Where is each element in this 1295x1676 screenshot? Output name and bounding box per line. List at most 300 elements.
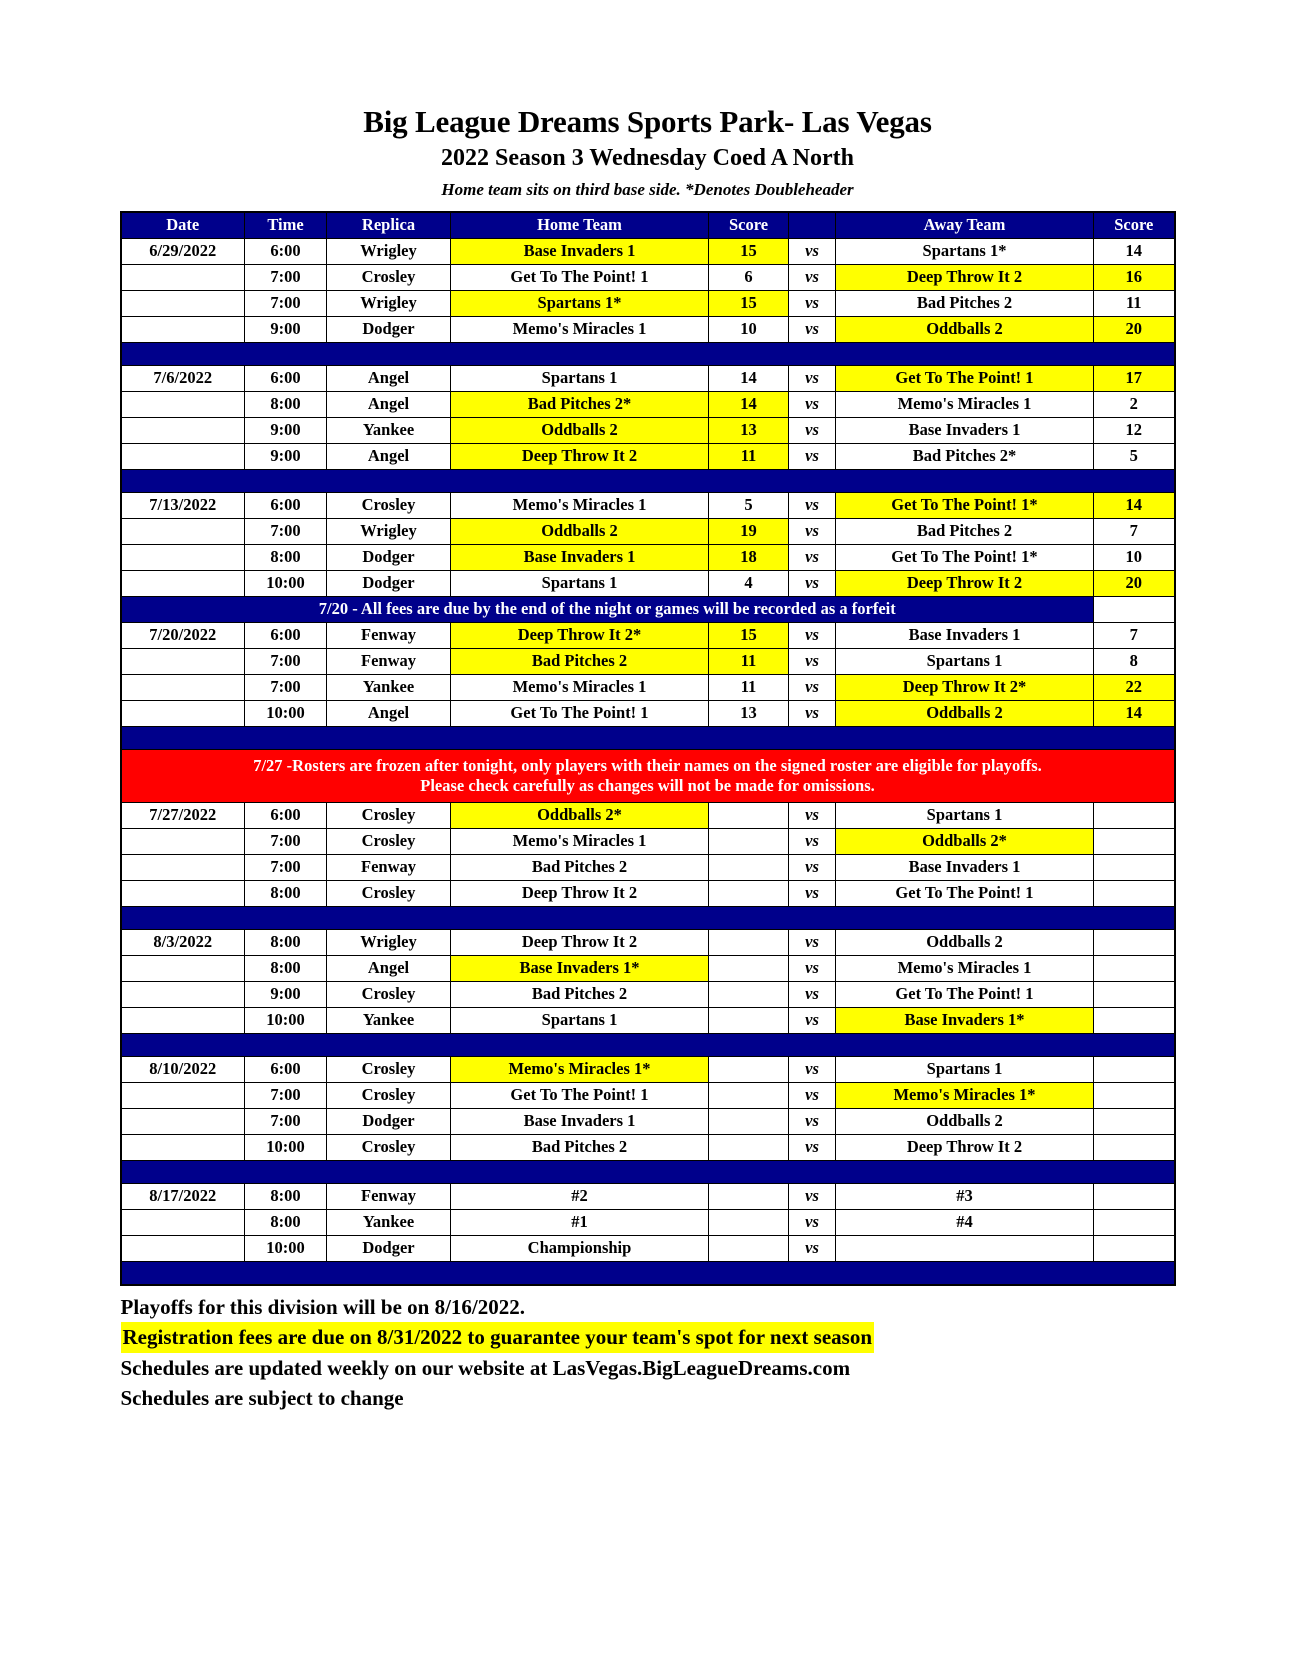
cell-replica: Fenway — [327, 622, 451, 648]
spacer-cell — [1094, 342, 1175, 365]
cell-vs: vs — [789, 544, 836, 570]
cell-time: 7:00 — [245, 264, 327, 290]
cell-home-score: 15 — [709, 238, 789, 264]
cell-vs: vs — [789, 648, 836, 674]
cell-away-team: Get To The Point! 1 — [836, 365, 1094, 391]
spacer-cell — [1094, 906, 1175, 929]
cell-replica: Wrigley — [327, 518, 451, 544]
cell-time: 9:00 — [245, 981, 327, 1007]
spacer-cell — [1094, 1261, 1175, 1285]
cell-vs: vs — [789, 929, 836, 955]
table-row — [121, 648, 1175, 674]
cell-time: 8:00 — [245, 880, 327, 906]
cell-time: 6:00 — [245, 622, 327, 648]
spacer-cell — [245, 1261, 327, 1285]
column-header-vs — [789, 212, 836, 239]
cell-home-team: Championship — [451, 1235, 709, 1261]
cell-time: 7:00 — [245, 518, 327, 544]
cell-home-team: Oddballs 2* — [451, 802, 709, 828]
spacer-cell — [245, 726, 327, 749]
cell-date — [121, 544, 245, 570]
cell-replica: Crosley — [327, 802, 451, 828]
cell-vs: vs — [789, 492, 836, 518]
cell-date — [121, 1134, 245, 1160]
cell-home-team: Memo's Miracles 1 — [451, 674, 709, 700]
cell-away-team: Bad Pitches 2 — [836, 290, 1094, 316]
cell-home-team: Oddballs 2 — [451, 417, 709, 443]
cell-home-team: Deep Throw It 2 — [451, 443, 709, 469]
cell-away-score: 14 — [1094, 238, 1175, 264]
notice-row-rosters — [121, 749, 1175, 802]
cell-date — [121, 955, 245, 981]
spacer-cell — [327, 726, 451, 749]
cell-home-score — [709, 929, 789, 955]
cell-home-score — [709, 1056, 789, 1082]
column-header-home-score: Score — [709, 212, 789, 239]
cell-replica: Dodger — [327, 1235, 451, 1261]
column-header-date: Date — [121, 212, 245, 239]
cell-away-team: Spartans 1 — [836, 648, 1094, 674]
cell-home-score: 6 — [709, 264, 789, 290]
cell-away-team: Oddballs 2 — [836, 316, 1094, 342]
spacer-cell — [789, 469, 836, 492]
spacer-cell — [789, 1261, 836, 1285]
spacer-cell — [836, 1160, 1094, 1183]
cell-home-team: Bad Pitches 2 — [451, 854, 709, 880]
cell-away-score — [1094, 1056, 1175, 1082]
cell-home-team: Bad Pitches 2 — [451, 981, 709, 1007]
spacer-cell — [245, 906, 327, 929]
cell-home-score — [709, 1134, 789, 1160]
cell-date — [121, 570, 245, 596]
cell-home-score: 15 — [709, 290, 789, 316]
cell-home-score: 13 — [709, 417, 789, 443]
cell-time: 8:00 — [245, 929, 327, 955]
cell-away-team: Get To The Point! 1* — [836, 492, 1094, 518]
cell-home-score — [709, 1082, 789, 1108]
cell-vs: vs — [789, 1007, 836, 1033]
cell-time: 6:00 — [245, 1056, 327, 1082]
table-row — [121, 417, 1175, 443]
cell-away-score: 8 — [1094, 648, 1175, 674]
spacer-cell — [789, 906, 836, 929]
cell-vs: vs — [789, 802, 836, 828]
cell-replica: Crosley — [327, 264, 451, 290]
cell-home-team: Base Invaders 1 — [451, 238, 709, 264]
cell-time: 6:00 — [245, 238, 327, 264]
cell-time: 8:00 — [245, 1183, 327, 1209]
cell-date — [121, 981, 245, 1007]
cell-date — [121, 1235, 245, 1261]
cell-vs: vs — [789, 316, 836, 342]
cell-away-score — [1094, 802, 1175, 828]
cell-home-team: Memo's Miracles 1 — [451, 492, 709, 518]
column-header-time: Time — [245, 212, 327, 239]
cell-away-team: Get To The Point! 1* — [836, 544, 1094, 570]
cell-vs: vs — [789, 674, 836, 700]
table-row — [121, 570, 1175, 596]
cell-home-team: #1 — [451, 1209, 709, 1235]
spacer-cell — [327, 1033, 451, 1056]
spacer-cell — [789, 1160, 836, 1183]
cell-away-team: Memo's Miracles 1* — [836, 1082, 1094, 1108]
table-row — [121, 674, 1175, 700]
cell-date — [121, 264, 245, 290]
cell-time: 7:00 — [245, 648, 327, 674]
cell-time: 10:00 — [245, 570, 327, 596]
spacer-cell — [709, 1033, 789, 1056]
cell-replica: Crosley — [327, 1082, 451, 1108]
cell-home-team: Bad Pitches 2 — [451, 648, 709, 674]
spacer-cell — [836, 726, 1094, 749]
cell-home-team: Memo's Miracles 1* — [451, 1056, 709, 1082]
cell-replica: Dodger — [327, 1108, 451, 1134]
table-row — [121, 316, 1175, 342]
cell-home-score — [709, 955, 789, 981]
spacer-cell — [327, 1261, 451, 1285]
spacer-cell — [836, 1261, 1094, 1285]
spacer-cell — [327, 342, 451, 365]
cell-replica: Yankee — [327, 1209, 451, 1235]
cell-home-team: Base Invaders 1 — [451, 544, 709, 570]
spacer-cell — [121, 906, 245, 929]
cell-away-team: Memo's Miracles 1 — [836, 955, 1094, 981]
cell-away-team: Get To The Point! 1 — [836, 880, 1094, 906]
cell-home-score — [709, 1183, 789, 1209]
cell-home-score: 4 — [709, 570, 789, 596]
cell-time: 7:00 — [245, 1082, 327, 1108]
cell-away-score — [1094, 854, 1175, 880]
cell-home-score: 5 — [709, 492, 789, 518]
column-header-replica: Replica — [327, 212, 451, 239]
cell-replica: Wrigley — [327, 238, 451, 264]
cell-home-score — [709, 1007, 789, 1033]
cell-vs: vs — [789, 700, 836, 726]
cell-time: 9:00 — [245, 417, 327, 443]
cell-home-score — [709, 828, 789, 854]
cell-home-score: 10 — [709, 316, 789, 342]
cell-time: 10:00 — [245, 1007, 327, 1033]
cell-replica: Angel — [327, 391, 451, 417]
cell-vs: vs — [789, 854, 836, 880]
footer-notes — [121, 1286, 1175, 1414]
table-row — [121, 264, 1175, 290]
notice-text: 7/27 -Rosters are frozen after tonight, only players with their names on the signed roster are eligible for playoffs. Please check carefully as changes will not be made for omissions. — [121, 749, 1175, 802]
cell-time: 7:00 — [245, 854, 327, 880]
cell-away-score: 10 — [1094, 544, 1175, 570]
spacer-cell — [327, 469, 451, 492]
cell-away-team: Oddballs 2* — [836, 828, 1094, 854]
notice-text: 7/20 - All fees are due by the end of the night or games will be recorded as a forfeit — [121, 596, 1094, 622]
cell-replica: Angel — [327, 365, 451, 391]
cell-vs: vs — [789, 290, 836, 316]
spacer-cell — [789, 342, 836, 365]
cell-home-score: 11 — [709, 648, 789, 674]
cell-replica: Angel — [327, 955, 451, 981]
cell-replica: Dodger — [327, 316, 451, 342]
cell-date — [121, 1108, 245, 1134]
cell-away-score — [1094, 929, 1175, 955]
cell-home-score: 19 — [709, 518, 789, 544]
table-body — [121, 238, 1175, 1285]
cell-time: 10:00 — [245, 700, 327, 726]
cell-away-score: 14 — [1094, 492, 1175, 518]
cell-time: 6:00 — [245, 492, 327, 518]
spacer-cell — [121, 1261, 245, 1285]
cell-vs: vs — [789, 1235, 836, 1261]
cell-date — [121, 290, 245, 316]
cell-home-score — [709, 981, 789, 1007]
cell-replica: Yankee — [327, 674, 451, 700]
cell-home-team: Memo's Miracles 1 — [451, 316, 709, 342]
table-row — [121, 1056, 1175, 1082]
cell-date: 7/6/2022 — [121, 365, 245, 391]
spacer-cell — [245, 1033, 327, 1056]
cell-date: 8/17/2022 — [121, 1183, 245, 1209]
cell-date — [121, 854, 245, 880]
cell-home-team: Deep Throw It 2 — [451, 929, 709, 955]
spacer-cell — [709, 342, 789, 365]
cell-away-team: Spartans 1 — [836, 802, 1094, 828]
table-row — [121, 955, 1175, 981]
cell-vs: vs — [789, 365, 836, 391]
cell-time: 10:00 — [245, 1235, 327, 1261]
cell-away-score: 17 — [1094, 365, 1175, 391]
cell-away-score: 20 — [1094, 570, 1175, 596]
spacer-cell — [121, 1160, 245, 1183]
spacer-cell — [1094, 1033, 1175, 1056]
cell-away-team: #4 — [836, 1209, 1094, 1235]
table-row — [121, 854, 1175, 880]
cell-replica: Fenway — [327, 854, 451, 880]
cell-date: 7/13/2022 — [121, 492, 245, 518]
spacer-cell — [245, 342, 327, 365]
cell-away-team: Deep Throw It 2 — [836, 264, 1094, 290]
table-spacer-row — [121, 1033, 1175, 1056]
cell-replica: Fenway — [327, 1183, 451, 1209]
table-row — [121, 1108, 1175, 1134]
spacer-cell — [1094, 1160, 1175, 1183]
cell-replica: Crosley — [327, 1056, 451, 1082]
cell-vs: vs — [789, 622, 836, 648]
cell-vs: vs — [789, 518, 836, 544]
cell-time: 6:00 — [245, 365, 327, 391]
spacer-cell — [709, 469, 789, 492]
table-row — [121, 1134, 1175, 1160]
table-header-row — [121, 212, 1175, 239]
table-row — [121, 802, 1175, 828]
table-spacer-row — [121, 726, 1175, 749]
cell-date — [121, 700, 245, 726]
cell-home-score: 14 — [709, 391, 789, 417]
cell-time: 7:00 — [245, 290, 327, 316]
spacer-cell — [709, 906, 789, 929]
table-row — [121, 700, 1175, 726]
cell-home-team: Base Invaders 1* — [451, 955, 709, 981]
cell-away-score: 7 — [1094, 518, 1175, 544]
season-subtitle: 2022 Season 3 Wednesday Coed A North — [441, 144, 854, 171]
table-row — [121, 290, 1175, 316]
table-row — [121, 238, 1175, 264]
spacer-cell — [451, 1261, 709, 1285]
cell-date — [121, 417, 245, 443]
spacer-cell — [836, 1033, 1094, 1056]
cell-away-team: Spartans 1* — [836, 238, 1094, 264]
cell-home-score: 14 — [709, 365, 789, 391]
cell-time: 10:00 — [245, 1134, 327, 1160]
table-row — [121, 443, 1175, 469]
cell-replica: Yankee — [327, 1007, 451, 1033]
cell-date — [121, 674, 245, 700]
cell-home-team: Base Invaders 1 — [451, 1108, 709, 1134]
cell-date: 7/20/2022 — [121, 622, 245, 648]
cell-home-team: Get To The Point! 1 — [451, 264, 709, 290]
table-row — [121, 365, 1175, 391]
cell-away-score: 5 — [1094, 443, 1175, 469]
cell-date — [121, 391, 245, 417]
table-row — [121, 492, 1175, 518]
cell-date: 7/27/2022 — [121, 802, 245, 828]
cell-vs: vs — [789, 417, 836, 443]
cell-home-score: 15 — [709, 622, 789, 648]
cell-date — [121, 316, 245, 342]
cell-replica: Crosley — [327, 828, 451, 854]
table-row — [121, 518, 1175, 544]
cell-away-team: Get To The Point! 1 — [836, 981, 1094, 1007]
cell-home-team: Bad Pitches 2* — [451, 391, 709, 417]
cell-home-score — [709, 1108, 789, 1134]
cell-away-team: Bad Pitches 2 — [836, 518, 1094, 544]
cell-away-score — [1094, 1134, 1175, 1160]
cell-time: 7:00 — [245, 1108, 327, 1134]
cell-away-score: 7 — [1094, 622, 1175, 648]
cell-replica: Crosley — [327, 1134, 451, 1160]
cell-home-team: Spartans 1 — [451, 365, 709, 391]
cell-home-score: 11 — [709, 443, 789, 469]
cell-away-score: 22 — [1094, 674, 1175, 700]
cell-home-score — [709, 880, 789, 906]
cell-away-team: Deep Throw It 2 — [836, 1134, 1094, 1160]
spacer-cell — [327, 1160, 451, 1183]
table-spacer-row — [121, 1160, 1175, 1183]
cell-date — [121, 828, 245, 854]
cell-vs: vs — [789, 570, 836, 596]
cell-time: 8:00 — [245, 955, 327, 981]
cell-away-team — [836, 1235, 1094, 1261]
cell-time: 9:00 — [245, 316, 327, 342]
schedule-table — [120, 211, 1176, 1286]
spacer-cell — [709, 1261, 789, 1285]
cell-away-team: Oddballs 2 — [836, 1108, 1094, 1134]
cell-home-score: 13 — [709, 700, 789, 726]
cell-away-score: 16 — [1094, 264, 1175, 290]
page-title: Big League Dreams Sports Park- Las Vegas — [363, 104, 932, 139]
cell-time: 8:00 — [245, 544, 327, 570]
cell-away-score — [1094, 1108, 1175, 1134]
cell-vs: vs — [789, 238, 836, 264]
cell-home-team: Spartans 1 — [451, 1007, 709, 1033]
spacer-cell — [836, 906, 1094, 929]
spacer-cell — [121, 469, 245, 492]
subject-to-change-note: Schedules are subject to change — [120, 1386, 404, 1411]
cell-away-score: 11 — [1094, 290, 1175, 316]
spacer-cell — [451, 342, 709, 365]
spacer-cell — [451, 1033, 709, 1056]
cell-away-score: 20 — [1094, 316, 1175, 342]
notice-row-fees — [121, 596, 1175, 622]
cell-away-team: Oddballs 2 — [836, 929, 1094, 955]
cell-replica: Yankee — [327, 417, 451, 443]
spacer-cell — [789, 726, 836, 749]
cell-replica: Angel — [327, 443, 451, 469]
cell-replica: Crosley — [327, 880, 451, 906]
cell-date — [121, 648, 245, 674]
cell-replica: Wrigley — [327, 290, 451, 316]
cell-home-score: 18 — [709, 544, 789, 570]
cell-home-score — [709, 802, 789, 828]
cell-home-team: Deep Throw It 2 — [451, 880, 709, 906]
column-header-away-score: Score — [1094, 212, 1175, 239]
column-header-away-team: Away Team — [836, 212, 1094, 239]
cell-date — [121, 443, 245, 469]
cell-vs: vs — [789, 981, 836, 1007]
cell-replica: Crosley — [327, 981, 451, 1007]
cell-home-team: Oddballs 2 — [451, 518, 709, 544]
cell-date — [121, 1007, 245, 1033]
cell-vs: vs — [789, 955, 836, 981]
cell-away-score: 12 — [1094, 417, 1175, 443]
spacer-cell — [1094, 726, 1175, 749]
table-row — [121, 1082, 1175, 1108]
cell-vs: vs — [789, 1209, 836, 1235]
cell-away-score — [1094, 1209, 1175, 1235]
table-row — [121, 1007, 1175, 1033]
cell-date — [121, 880, 245, 906]
spacer-cell — [121, 726, 245, 749]
cell-date: 6/29/2022 — [121, 238, 245, 264]
cell-away-score — [1094, 1007, 1175, 1033]
cell-away-team: Oddballs 2 — [836, 700, 1094, 726]
cell-home-team: Spartans 1 — [451, 570, 709, 596]
cell-away-score — [1094, 1082, 1175, 1108]
cell-away-score: 14 — [1094, 700, 1175, 726]
cell-vs: vs — [789, 1108, 836, 1134]
spacer-cell — [836, 342, 1094, 365]
cell-time: 7:00 — [245, 828, 327, 854]
cell-home-team: Get To The Point! 1 — [451, 1082, 709, 1108]
table-row — [121, 1209, 1175, 1235]
cell-time: 7:00 — [245, 674, 327, 700]
spacer-cell — [451, 469, 709, 492]
cell-vs: vs — [789, 1183, 836, 1209]
cell-replica: Dodger — [327, 544, 451, 570]
cell-vs: vs — [789, 1082, 836, 1108]
playoffs-note: Playoffs for this division will be on 8/16/2022. — [120, 1294, 525, 1319]
spacer-cell — [327, 906, 451, 929]
cell-home-team: Spartans 1* — [451, 290, 709, 316]
cell-away-team: Base Invaders 1* — [836, 1007, 1094, 1033]
website-note: Schedules are updated weekly on our website at LasVegas.BigLeagueDreams.com — [120, 1355, 851, 1380]
cell-date — [121, 1209, 245, 1235]
cell-replica: Wrigley — [327, 929, 451, 955]
cell-vs: vs — [789, 828, 836, 854]
cell-away-team: Spartans 1 — [836, 1056, 1094, 1082]
cell-time: 8:00 — [245, 1209, 327, 1235]
spacer-cell — [245, 1160, 327, 1183]
cell-home-score — [709, 1235, 789, 1261]
cell-away-score — [1094, 1183, 1175, 1209]
table-row — [121, 981, 1175, 1007]
